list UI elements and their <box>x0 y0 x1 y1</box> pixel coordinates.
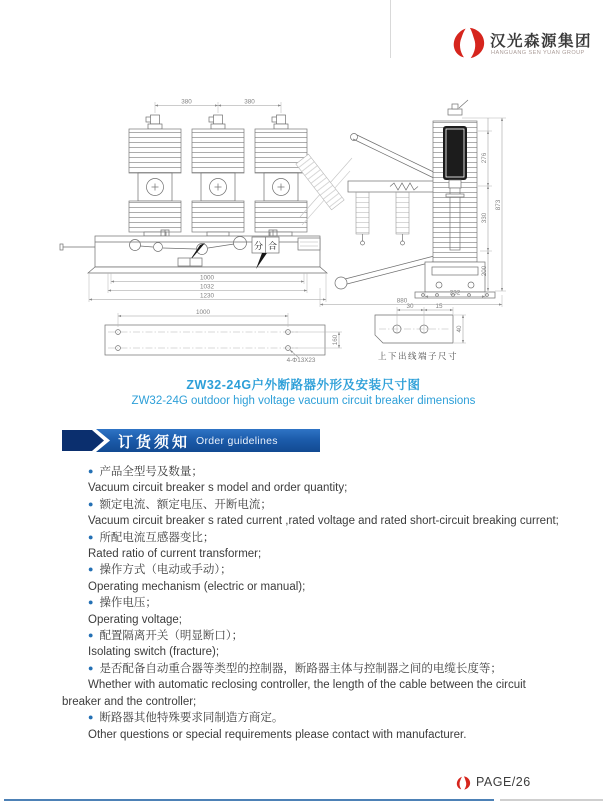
guideline-item-cn: ● 产品全型号及数量； <box>88 466 203 478</box>
section-title-cn: 订货须知 <box>118 434 191 451</box>
figure-caption-en: ZW32-24G outdoor high voltage vacuum circuit breaker dimensions <box>131 395 476 407</box>
guideline-item-cn: ● 所配电流互感器变比； <box>88 531 215 544</box>
guideline-item-en: Isolating switch (fracture); <box>88 646 220 659</box>
dim-side-total-w: 880 <box>396 297 408 305</box>
figure-caption-cn: ZW32-24G户外断路器外形及安装尺寸图 <box>186 378 421 392</box>
dim-pole-spacing-2: 380 <box>244 98 255 106</box>
bullet-icon: ● <box>88 712 94 723</box>
dim-term-3: 40 <box>456 325 463 333</box>
guideline-item-cn: ● 配置隔离开关（明显断口）； <box>88 630 244 643</box>
dim-plate-holes: 4-Φ13X23 <box>286 357 316 364</box>
terminal-caption: 上下出线端子尺寸 <box>378 351 459 361</box>
guideline-item-en: Rated ratio of current transformer; <box>88 548 262 561</box>
guideline-item-en: Operating voltage; <box>88 613 182 626</box>
bullet-icon: ● <box>88 466 94 476</box>
dim-base-w2: 1032 <box>199 283 215 291</box>
dim-plate-h: 160 <box>332 334 339 346</box>
dim-plate-w: 1000 <box>195 309 211 316</box>
dim-side-box-w: 232 <box>449 289 461 297</box>
order-guidelines-list <box>62 464 565 743</box>
dim-base-w1: 1000 <box>199 274 215 282</box>
bullet-icon: ● <box>88 662 94 673</box>
guideline-item-cn: ● 操作方式（电动或手动）； <box>88 564 232 577</box>
page-number: PAGE/26 <box>476 775 531 789</box>
guideline-item-en: Whether with automatic reclosing controller, the length of the cable between the circuit breaker and the controller; <box>62 679 526 708</box>
mounting-plate-drawing <box>105 309 342 364</box>
footer-rule-blue <box>4 799 494 801</box>
dim-term-2: 15 <box>435 303 443 310</box>
bullet-icon: ● <box>88 597 94 608</box>
technical-drawing <box>50 95 570 385</box>
brand-name-en: HANGUANG SEN YUAN GROUP <box>491 50 585 56</box>
header-divider <box>390 0 391 58</box>
bullet-icon: ● <box>88 531 94 542</box>
guideline-item-en: Operating mechanism (electric or manual); <box>88 580 306 593</box>
guideline-item-cn: ● 额定电流、额定电压、开断电流； <box>88 498 272 511</box>
guideline-item-en: Other questions or special requirements please contact with manufacturer. <box>88 728 467 741</box>
dim-pole-spacing-1: 380 <box>181 98 192 106</box>
dim-term-1: 30 <box>406 303 414 310</box>
section-title-en: Order guidelines <box>196 435 278 447</box>
dim-side-h2: 330 <box>481 212 488 224</box>
footer-logo-icon <box>456 776 471 790</box>
guideline-item-cn: ● 是否配备自动重合器等类型的控制器，断路器主体与控制器之间的电缆长度等； <box>88 662 502 675</box>
front-view <box>60 115 327 273</box>
figure-caption <box>0 375 607 407</box>
switch-open-label: 分 <box>253 241 264 251</box>
dim-side-h3: 200 <box>481 265 488 277</box>
bullet-icon: ● <box>88 564 94 575</box>
guideline-item-en: Vacuum circuit breaker s rated current ,rated voltage and rated short-circuit breaking current; <box>88 515 559 528</box>
switch-close-label: 合 <box>267 241 278 251</box>
banner-ribbon-tag <box>62 430 104 451</box>
bullet-icon: ● <box>88 498 94 509</box>
terminal-plate-drawing <box>375 303 466 361</box>
dim-side-total-h: 873 <box>495 199 502 211</box>
guideline-item-en: Vacuum circuit breaker s model and order quantity; <box>88 482 348 495</box>
dim-side-h1: 276 <box>481 152 488 164</box>
guideline-item-cn: ● 断路器其他特殊要求同制造方商定。 <box>88 712 284 725</box>
section-banner <box>62 429 320 452</box>
brand-logo-icon <box>452 27 486 59</box>
brand-name-cn: 汉光森源集团 <box>490 33 593 50</box>
side-view <box>296 100 495 298</box>
dim-base-w3: 1230 <box>199 292 215 300</box>
guideline-item-cn: ● 操作电压； <box>88 597 157 610</box>
footer-rule-gray <box>500 799 603 801</box>
bullet-icon: ● <box>88 630 94 641</box>
